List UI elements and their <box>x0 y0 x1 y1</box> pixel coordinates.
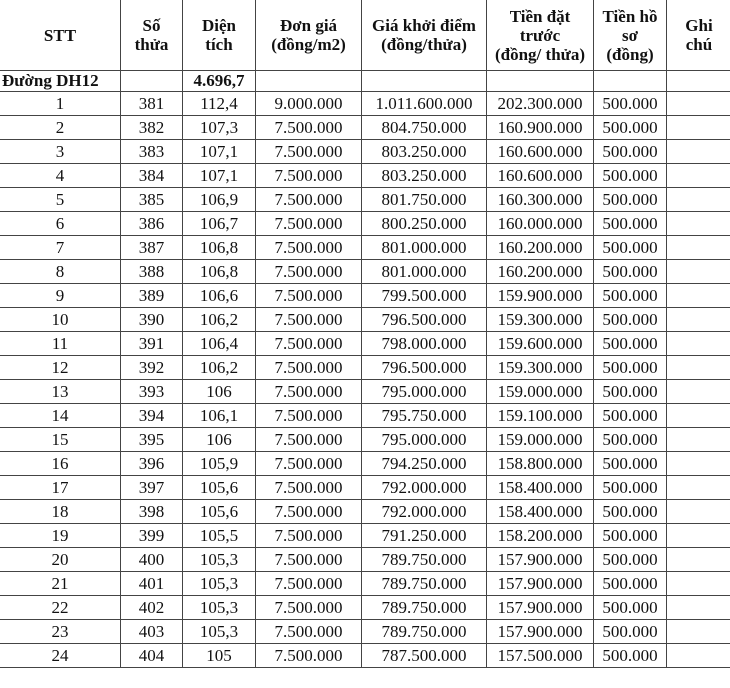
table-row <box>0 524 730 548</box>
cell-stt: 2 <box>0 116 121 140</box>
cell-stt: 3 <box>0 140 121 164</box>
table-row <box>0 476 730 500</box>
cell-tien-dat-truoc: 158.400.000 <box>487 476 594 500</box>
cell-tien-ho-so: 500.000 <box>594 596 667 620</box>
cell-gia-khoi-diem: 1.011.600.000 <box>362 92 487 116</box>
cell-dien-tich: 106,2 <box>183 356 256 380</box>
cell-don-gia: 7.500.000 <box>256 188 362 212</box>
cell-ghi-chu <box>667 452 730 476</box>
table-row <box>0 548 730 572</box>
cell-dien-tich: 107,1 <box>183 164 256 188</box>
cell-tien-ho-so: 500.000 <box>594 332 667 356</box>
cell-stt: 24 <box>0 644 121 668</box>
cell-so-thua: 402 <box>121 596 183 620</box>
header-line: chú <box>685 35 713 54</box>
header-don-gia <box>256 0 362 71</box>
cell-stt: 20 <box>0 548 121 572</box>
cell-dien-tich: 105,3 <box>183 548 256 572</box>
cell-gia-khoi-diem: 791.250.000 <box>362 524 487 548</box>
cell-ghi-chu <box>667 308 730 332</box>
table-row <box>0 332 730 356</box>
cell-gia-khoi-diem: 799.500.000 <box>362 284 487 308</box>
header-ghi-chu <box>667 0 730 71</box>
cell-don-gia: 7.500.000 <box>256 452 362 476</box>
cell-ghi-chu <box>667 524 730 548</box>
cell-tien-dat-truoc: 157.900.000 <box>487 596 594 620</box>
cell-ghi-chu <box>667 380 730 404</box>
header-line: sơ <box>621 25 639 45</box>
cell-tien-dat-truoc: 157.500.000 <box>487 644 594 668</box>
cell-gia-khoi-diem: 800.250.000 <box>362 212 487 236</box>
cell-so-thua: 397 <box>121 476 183 500</box>
cell-gia-khoi-diem: 803.250.000 <box>362 140 487 164</box>
header-line: Diện <box>202 16 236 35</box>
cell-tien-ho-so: 500.000 <box>594 92 667 116</box>
cell-tien-dat-truoc: 159.000.000 <box>487 428 594 452</box>
cell-stt: 4 <box>0 164 121 188</box>
cell-gia-khoi-diem: 803.250.000 <box>362 164 487 188</box>
table-row <box>0 452 730 476</box>
header-line: Tiền đặt <box>509 6 571 26</box>
cell-tien-dat-truoc: 160.200.000 <box>487 236 594 260</box>
cell-don-gia: 7.500.000 <box>256 524 362 548</box>
cell-ghi-chu <box>667 500 730 524</box>
cell-gia-khoi-diem: 796.500.000 <box>362 308 487 332</box>
header-stt <box>0 0 121 71</box>
cell-gia-khoi-diem: 794.250.000 <box>362 452 487 476</box>
group-label: Đường DH12 <box>0 71 121 92</box>
cell-dien-tich: 106,6 <box>183 284 256 308</box>
cell-so-thua: 384 <box>121 164 183 188</box>
cell-stt: 13 <box>0 380 121 404</box>
cell-stt: 12 <box>0 356 121 380</box>
cell-gia-khoi-diem: 795.750.000 <box>362 404 487 428</box>
cell-don-gia: 7.500.000 <box>256 164 362 188</box>
cell-ghi-chu <box>667 332 730 356</box>
cell-tien-ho-so: 500.000 <box>594 260 667 284</box>
cell-stt: 19 <box>0 524 121 548</box>
cell-don-gia: 7.500.000 <box>256 140 362 164</box>
cell-don-gia: 7.500.000 <box>256 428 362 452</box>
header-line: tích <box>205 35 233 54</box>
cell-dien-tich: 112,4 <box>183 92 256 116</box>
cell-gia-khoi-diem: 798.000.000 <box>362 332 487 356</box>
cell-don-gia: 9.000.000 <box>256 92 362 116</box>
header-line: STT <box>43 25 77 45</box>
cell-gia-khoi-diem: 787.500.000 <box>362 644 487 668</box>
table-row <box>0 644 730 668</box>
cell-ghi-chu <box>667 236 730 260</box>
cell-don-gia: 7.500.000 <box>256 236 362 260</box>
cell-dien-tich: 105,9 <box>183 452 256 476</box>
cell-tien-ho-so: 500.000 <box>594 308 667 332</box>
cell-so-thua: 399 <box>121 524 183 548</box>
cell-ghi-chu <box>667 572 730 596</box>
cell-gia-khoi-diem: 795.000.000 <box>362 428 487 452</box>
header-line: trước <box>519 25 561 45</box>
group-cell-empty <box>362 71 487 92</box>
cell-stt: 21 <box>0 572 121 596</box>
cell-tien-ho-so: 500.000 <box>594 524 667 548</box>
cell-ghi-chu <box>667 284 730 308</box>
cell-tien-dat-truoc: 159.600.000 <box>487 332 594 356</box>
table-row <box>0 284 730 308</box>
cell-so-thua: 403 <box>121 620 183 644</box>
table-row <box>0 116 730 140</box>
cell-stt: 8 <box>0 260 121 284</box>
cell-tien-dat-truoc: 160.300.000 <box>487 188 594 212</box>
cell-don-gia: 7.500.000 <box>256 404 362 428</box>
cell-ghi-chu <box>667 428 730 452</box>
cell-don-gia: 7.500.000 <box>256 548 362 572</box>
group-row <box>0 71 730 92</box>
cell-stt: 14 <box>0 404 121 428</box>
cell-tien-ho-so: 500.000 <box>594 356 667 380</box>
cell-tien-ho-so: 500.000 <box>594 140 667 164</box>
cell-tien-ho-so: 500.000 <box>594 500 667 524</box>
header-line: (đồng/ thửa) <box>494 44 586 64</box>
table-row <box>0 620 730 644</box>
cell-so-thua: 389 <box>121 284 183 308</box>
cell-tien-dat-truoc: 160.600.000 <box>487 140 594 164</box>
cell-don-gia: 7.500.000 <box>256 476 362 500</box>
cell-tien-dat-truoc: 158.200.000 <box>487 524 594 548</box>
header-row <box>0 0 730 71</box>
cell-dien-tich: 105 <box>183 644 256 668</box>
cell-don-gia: 7.500.000 <box>256 260 362 284</box>
table-row <box>0 404 730 428</box>
cell-dien-tich: 107,3 <box>183 116 256 140</box>
cell-gia-khoi-diem: 795.000.000 <box>362 380 487 404</box>
table-row <box>0 188 730 212</box>
cell-don-gia: 7.500.000 <box>256 620 362 644</box>
cell-tien-ho-so: 500.000 <box>594 188 667 212</box>
cell-ghi-chu <box>667 164 730 188</box>
table-row <box>0 596 730 620</box>
cell-don-gia: 7.500.000 <box>256 284 362 308</box>
cell-stt: 17 <box>0 476 121 500</box>
table-row <box>0 236 730 260</box>
cell-stt: 7 <box>0 236 121 260</box>
group-cell-empty <box>487 71 594 92</box>
header-tien-ho-so <box>594 0 667 71</box>
cell-stt: 1 <box>0 92 121 116</box>
cell-dien-tich: 105,6 <box>183 500 256 524</box>
header-line: (đồng/thửa) <box>381 35 467 54</box>
cell-dien-tich: 105,6 <box>183 476 256 500</box>
cell-so-thua: 388 <box>121 260 183 284</box>
cell-tien-dat-truoc: 160.600.000 <box>487 164 594 188</box>
cell-tien-dat-truoc: 160.900.000 <box>487 116 594 140</box>
cell-stt: 22 <box>0 596 121 620</box>
cell-tien-dat-truoc: 157.900.000 <box>487 620 594 644</box>
cell-ghi-chu <box>667 212 730 236</box>
cell-so-thua: 385 <box>121 188 183 212</box>
cell-tien-dat-truoc: 159.300.000 <box>487 356 594 380</box>
header-dien-tich <box>183 0 256 71</box>
cell-dien-tich: 106 <box>183 428 256 452</box>
header-line: (đồng) <box>606 44 654 64</box>
cell-ghi-chu <box>667 404 730 428</box>
table-row <box>0 428 730 452</box>
cell-tien-ho-so: 500.000 <box>594 476 667 500</box>
cell-dien-tich: 105,3 <box>183 596 256 620</box>
cell-so-thua: 387 <box>121 236 183 260</box>
cell-so-thua: 381 <box>121 92 183 116</box>
cell-dien-tich: 106,1 <box>183 404 256 428</box>
cell-tien-ho-so: 500.000 <box>594 428 667 452</box>
cell-tien-dat-truoc: 160.000.000 <box>487 212 594 236</box>
cell-stt: 15 <box>0 428 121 452</box>
cell-don-gia: 7.500.000 <box>256 116 362 140</box>
cell-stt: 10 <box>0 308 121 332</box>
cell-gia-khoi-diem: 804.750.000 <box>362 116 487 140</box>
group-cell-empty <box>256 71 362 92</box>
cell-stt: 5 <box>0 188 121 212</box>
cell-tien-ho-so: 500.000 <box>594 404 667 428</box>
cell-so-thua: 392 <box>121 356 183 380</box>
cell-stt: 11 <box>0 332 121 356</box>
cell-so-thua: 401 <box>121 572 183 596</box>
cell-gia-khoi-diem: 801.000.000 <box>362 260 487 284</box>
cell-ghi-chu <box>667 260 730 284</box>
cell-don-gia: 7.500.000 <box>256 212 362 236</box>
cell-ghi-chu <box>667 188 730 212</box>
cell-ghi-chu <box>667 548 730 572</box>
cell-gia-khoi-diem: 789.750.000 <box>362 620 487 644</box>
header-line: thửa <box>134 35 169 54</box>
header-line: Giá khởi điểm <box>372 16 476 35</box>
header-line: Ghi <box>685 16 713 35</box>
cell-tien-dat-truoc: 158.400.000 <box>487 500 594 524</box>
cell-so-thua: 398 <box>121 500 183 524</box>
cell-gia-khoi-diem: 792.000.000 <box>362 476 487 500</box>
cell-ghi-chu <box>667 596 730 620</box>
cell-so-thua: 396 <box>121 452 183 476</box>
cell-tien-ho-so: 500.000 <box>594 644 667 668</box>
cell-stt: 18 <box>0 500 121 524</box>
cell-dien-tich: 105,3 <box>183 620 256 644</box>
cell-tien-dat-truoc: 157.900.000 <box>487 548 594 572</box>
cell-so-thua: 395 <box>121 428 183 452</box>
cell-dien-tich: 106,4 <box>183 332 256 356</box>
cell-gia-khoi-diem: 789.750.000 <box>362 548 487 572</box>
table-row <box>0 500 730 524</box>
header-tien-dat-truoc <box>487 0 594 71</box>
cell-tien-ho-so: 500.000 <box>594 212 667 236</box>
cell-don-gia: 7.500.000 <box>256 644 362 668</box>
group-cell-empty <box>121 71 183 92</box>
cell-don-gia: 7.500.000 <box>256 380 362 404</box>
cell-ghi-chu <box>667 644 730 668</box>
cell-so-thua: 404 <box>121 644 183 668</box>
cell-tien-ho-so: 500.000 <box>594 164 667 188</box>
cell-ghi-chu <box>667 92 730 116</box>
group-cell-empty <box>594 71 667 92</box>
table-row <box>0 140 730 164</box>
cell-tien-dat-truoc: 202.300.000 <box>487 92 594 116</box>
cell-tien-ho-so: 500.000 <box>594 620 667 644</box>
cell-gia-khoi-diem: 789.750.000 <box>362 596 487 620</box>
cell-stt: 6 <box>0 212 121 236</box>
cell-ghi-chu <box>667 140 730 164</box>
table-row <box>0 308 730 332</box>
cell-ghi-chu <box>667 476 730 500</box>
cell-dien-tich: 106,8 <box>183 236 256 260</box>
cell-dien-tich: 106,8 <box>183 260 256 284</box>
cell-ghi-chu <box>667 356 730 380</box>
cell-tien-dat-truoc: 160.200.000 <box>487 260 594 284</box>
cell-ghi-chu <box>667 116 730 140</box>
table-row <box>0 212 730 236</box>
cell-dien-tich: 106 <box>183 380 256 404</box>
table-row <box>0 572 730 596</box>
cell-dien-tich: 106,2 <box>183 308 256 332</box>
cell-don-gia: 7.500.000 <box>256 572 362 596</box>
cell-so-thua: 394 <box>121 404 183 428</box>
cell-tien-ho-so: 500.000 <box>594 452 667 476</box>
cell-tien-ho-so: 500.000 <box>594 116 667 140</box>
cell-dien-tich: 106,9 <box>183 188 256 212</box>
cell-tien-ho-so: 500.000 <box>594 284 667 308</box>
header-line: (đồng/m2) <box>271 35 346 54</box>
cell-dien-tich: 105,5 <box>183 524 256 548</box>
cell-gia-khoi-diem: 796.500.000 <box>362 356 487 380</box>
cell-don-gia: 7.500.000 <box>256 308 362 332</box>
cell-so-thua: 390 <box>121 308 183 332</box>
table-row <box>0 92 730 116</box>
cell-tien-dat-truoc: 158.800.000 <box>487 452 594 476</box>
cell-tien-dat-truoc: 159.000.000 <box>487 380 594 404</box>
cell-don-gia: 7.500.000 <box>256 332 362 356</box>
cell-gia-khoi-diem: 789.750.000 <box>362 572 487 596</box>
cell-don-gia: 7.500.000 <box>256 356 362 380</box>
table-row <box>0 260 730 284</box>
cell-stt: 9 <box>0 284 121 308</box>
cell-don-gia: 7.500.000 <box>256 596 362 620</box>
cell-tien-ho-so: 500.000 <box>594 236 667 260</box>
header-gia-khoi-diem <box>362 0 487 71</box>
table-row <box>0 356 730 380</box>
cell-stt: 23 <box>0 620 121 644</box>
cell-so-thua: 393 <box>121 380 183 404</box>
cell-don-gia: 7.500.000 <box>256 500 362 524</box>
cell-ghi-chu <box>667 620 730 644</box>
cell-so-thua: 391 <box>121 332 183 356</box>
header-line: Đơn giá <box>279 16 338 35</box>
table-row <box>0 380 730 404</box>
cell-dien-tich: 105,3 <box>183 572 256 596</box>
header-so-thua <box>121 0 183 71</box>
table-row <box>0 164 730 188</box>
cell-so-thua: 386 <box>121 212 183 236</box>
cell-tien-ho-so: 500.000 <box>594 572 667 596</box>
cell-gia-khoi-diem: 801.750.000 <box>362 188 487 212</box>
group-cell-empty <box>667 71 730 92</box>
cell-gia-khoi-diem: 792.000.000 <box>362 500 487 524</box>
cell-so-thua: 383 <box>121 140 183 164</box>
group-area-total: 4.696,7 <box>183 71 256 92</box>
cell-tien-dat-truoc: 157.900.000 <box>487 572 594 596</box>
cell-dien-tich: 106,7 <box>183 212 256 236</box>
cell-gia-khoi-diem: 801.000.000 <box>362 236 487 260</box>
header-line: Tiền hồ <box>602 6 658 26</box>
cell-dien-tich: 107,1 <box>183 140 256 164</box>
cell-so-thua: 400 <box>121 548 183 572</box>
cell-tien-dat-truoc: 159.900.000 <box>487 284 594 308</box>
header-line: Số <box>142 16 161 35</box>
cell-tien-dat-truoc: 159.100.000 <box>487 404 594 428</box>
cell-tien-dat-truoc: 159.300.000 <box>487 308 594 332</box>
cell-stt: 16 <box>0 452 121 476</box>
cell-tien-ho-so: 500.000 <box>594 548 667 572</box>
cell-tien-ho-so: 500.000 <box>594 380 667 404</box>
cell-so-thua: 382 <box>121 116 183 140</box>
